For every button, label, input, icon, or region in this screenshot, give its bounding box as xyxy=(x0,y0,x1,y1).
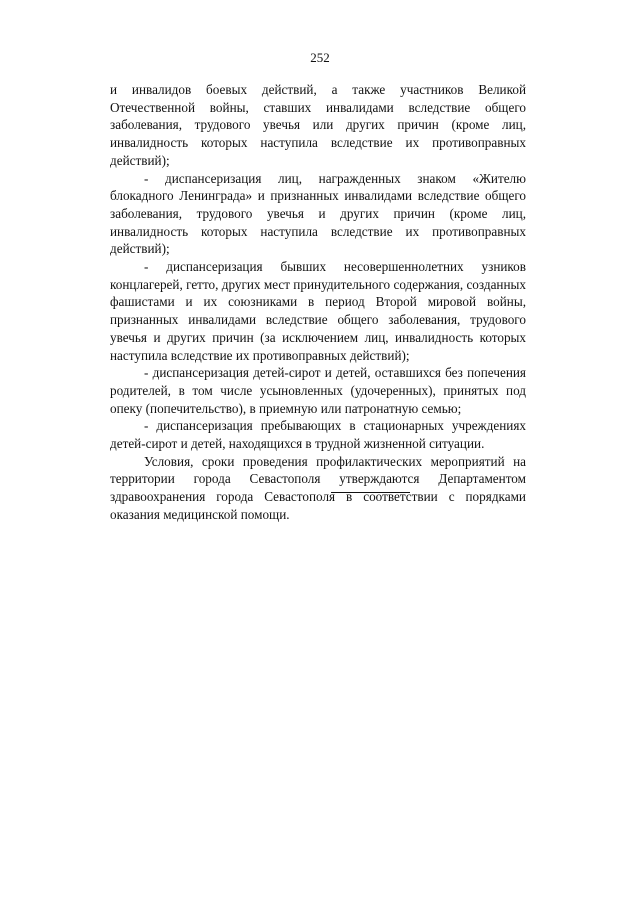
closing-divider xyxy=(331,492,410,493)
paragraph-concentration-camps: - диспансеризация бывших несовершеннолетних узников концлагерей, гетто, других мест принудительного содержания, созданных фашистами и их союзниками в период Второй мировой войны, признанных инвалидами вследствие общего заболевания, трудового увечья и других причин (за исключением лиц, инвалидность которых наступила вследствие их противоправных действий); xyxy=(110,259,526,363)
document-body xyxy=(110,81,526,524)
paragraph-continuation: и инвалидов боевых действий, а также участников Великой Отечественной войны, ставших инвалидами вследствие общего заболевания, трудового увечья или других причин (кроме лиц, инвалидность которых наступила вследствие их противоправных действий); xyxy=(110,82,526,168)
paragraph-orphans: - диспансеризация детей-сирот и детей, оставшихся без попечения родителей, в том числе усыновленных (удочеренных), принятых под опеку (попечительство), в приемную или патронатную семью; xyxy=(110,365,526,416)
paragraph-conditions: Условия, сроки проведения профилактических мероприятий на территории города Севастополя утверждаются Департаментом здравоохранения города Севастополя в соответствии с порядками оказания медицинской помощи. xyxy=(110,453,526,522)
paragraph-leningrad-blockade: - диспансеризация лиц, награжденных знаком «Жителю блокадного Ленинграда» и признанных инвалидами вследствие общего заболевания, трудового увечья и других причин (кроме лиц, инвалидность которых наступила вследствие их противоправных действий); xyxy=(110,170,526,257)
page-number: 252 xyxy=(310,50,330,65)
paragraph-orphans-institutions: - диспансеризация пребывающих в стационарных учреждениях детей-сирот и детей, находящихся в трудной жизненной ситуации. xyxy=(110,418,526,452)
